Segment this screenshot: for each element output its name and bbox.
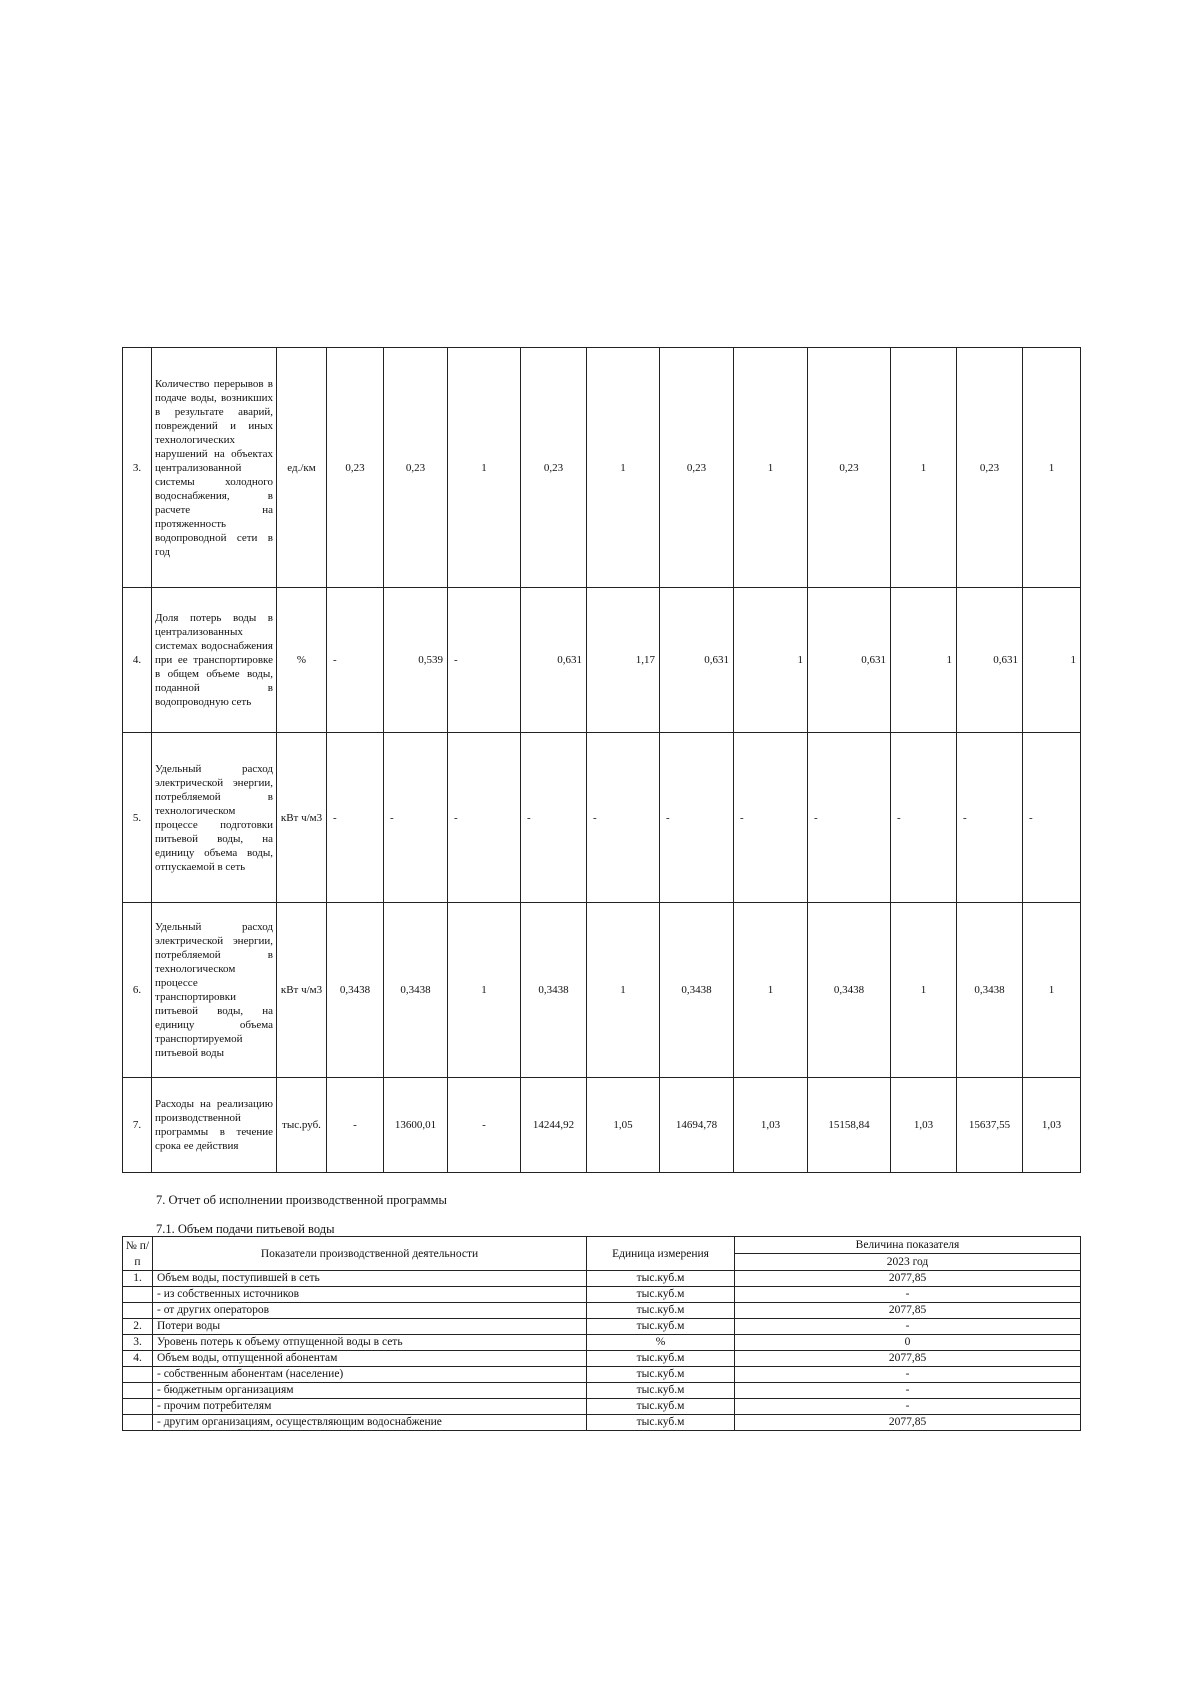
row-value: 0,23: [957, 348, 1023, 588]
row-unit: тыс.куб.м: [587, 1271, 735, 1287]
row-unit: кВт ч/м3: [277, 903, 327, 1078]
section-subtitle: 7.1. Объем подачи питьевой воды: [156, 1222, 335, 1236]
table-row: [123, 733, 1081, 903]
row-indicator: Потери воды: [153, 1319, 587, 1335]
row-value: 1: [891, 588, 957, 733]
row-value: 0,3438: [957, 903, 1023, 1078]
row-value: 1,05: [587, 1078, 660, 1173]
row-unit: %: [587, 1335, 735, 1351]
row-description: Количество перерывов в подаче воды, возникших в результате аварий, повреждений и иных технологических нарушений на объектах централизованной системы холодного водоснабжения, в расчете на протяженность водопроводной сети в год: [152, 348, 277, 588]
row-value: 0: [735, 1335, 1081, 1351]
row-value: 1,03: [891, 1078, 957, 1173]
row-value: 2077,85: [735, 1415, 1081, 1431]
row-value: 0,23: [660, 348, 734, 588]
table-row: [123, 588, 1081, 733]
row-indicator: - бюджетным организациям: [153, 1383, 587, 1399]
row-indicator: - другим организациям, осуществляющим водоснабжение: [153, 1415, 587, 1431]
row-number: [123, 1415, 153, 1431]
table-row: [123, 1415, 1081, 1431]
table-row: [123, 1303, 1081, 1319]
row-value: 1: [734, 903, 808, 1078]
row-value: -: [384, 733, 448, 903]
row-value: -: [735, 1399, 1081, 1415]
row-indicator: - от других операторов: [153, 1303, 587, 1319]
header-indicator: Показатели производственной деятельности: [153, 1237, 587, 1271]
table-row: [123, 348, 1081, 588]
header-no: № п/п: [123, 1237, 153, 1271]
row-unit: тыс.руб.: [277, 1078, 327, 1173]
header-year: 2023 год: [735, 1254, 1081, 1271]
row-number: [123, 1303, 153, 1319]
row-indicator: Объем воды, отпущенной абонентам: [153, 1351, 587, 1367]
row-indicator: Объем воды, поступившей в сеть: [153, 1271, 587, 1287]
row-number: 2.: [123, 1319, 153, 1335]
row-value: 14694,78: [660, 1078, 734, 1173]
row-number: 4.: [123, 1351, 153, 1367]
row-value: 0,631: [660, 588, 734, 733]
row-value: -: [327, 733, 384, 903]
row-value: -: [891, 733, 957, 903]
row-value: 2077,85: [735, 1351, 1081, 1367]
row-value: -: [808, 733, 891, 903]
row-value: 1: [448, 903, 521, 1078]
row-value: 0,23: [384, 348, 448, 588]
row-description: Доля потерь воды в централизованных системах водоснабжения при ее транспортировке в общем объеме воды, поданной в водопроводную сеть: [152, 588, 277, 733]
table-row: [123, 1351, 1081, 1367]
row-indicator: - из собственных источников: [153, 1287, 587, 1303]
row-number: [123, 1287, 153, 1303]
row-unit: тыс.куб.м: [587, 1351, 735, 1367]
row-value: 0,631: [808, 588, 891, 733]
header-unit: Единица измерения: [587, 1237, 735, 1271]
row-value: 13600,01: [384, 1078, 448, 1173]
row-value: 0,3438: [327, 903, 384, 1078]
row-value: 0,539: [384, 588, 448, 733]
row-number: [123, 1399, 153, 1415]
row-unit: тыс.куб.м: [587, 1319, 735, 1335]
row-value: -: [660, 733, 734, 903]
row-unit: тыс.куб.м: [587, 1415, 735, 1431]
row-value: 15637,55: [957, 1078, 1023, 1173]
row-value: 0,3438: [808, 903, 891, 1078]
row-value: 1,03: [734, 1078, 808, 1173]
row-number: 1.: [123, 1271, 153, 1287]
row-unit: тыс.куб.м: [587, 1383, 735, 1399]
row-description: Удельный расход электрической энергии, потребляемой в технологическом процессе транспортировки питьевой воды, на единицу объема транспортируемой питьевой воды: [152, 903, 277, 1078]
table-row: [123, 1399, 1081, 1415]
table-row: [123, 1271, 1081, 1287]
row-value: 1: [1023, 348, 1081, 588]
row-value: 2077,85: [735, 1303, 1081, 1319]
row-value: 0,3438: [521, 903, 587, 1078]
row-unit: тыс.куб.м: [587, 1303, 735, 1319]
row-value: 1: [1023, 903, 1081, 1078]
row-value: 1: [587, 903, 660, 1078]
row-number: 5.: [123, 733, 152, 903]
row-value: 0,3438: [660, 903, 734, 1078]
row-unit: ед./км: [277, 348, 327, 588]
row-value: -: [327, 588, 384, 733]
table-row: [123, 903, 1081, 1078]
row-number: 6.: [123, 903, 152, 1078]
row-value: 1: [891, 348, 957, 588]
row-value: 0,3438: [384, 903, 448, 1078]
row-value: -: [448, 588, 521, 733]
table-row: [123, 1319, 1081, 1335]
row-value: 0,631: [521, 588, 587, 733]
row-value: -: [448, 1078, 521, 1173]
row-value: 1: [734, 348, 808, 588]
row-description: Расходы на реализацию производственной программы в течение срока ее действия: [152, 1078, 277, 1173]
row-value: 14244,92: [521, 1078, 587, 1173]
row-value: -: [587, 733, 660, 903]
row-unit: кВт ч/м3: [277, 733, 327, 903]
row-number: 3.: [123, 348, 152, 588]
header-value: Величина показателя: [735, 1237, 1081, 1254]
row-number: 4.: [123, 588, 152, 733]
table-row: [123, 1383, 1081, 1399]
row-value: 15158,84: [808, 1078, 891, 1173]
row-number: [123, 1367, 153, 1383]
row-value: 1,17: [587, 588, 660, 733]
table-row: [123, 1078, 1081, 1173]
row-value: 0,631: [957, 588, 1023, 733]
row-value: 1,03: [1023, 1078, 1081, 1173]
row-value: -: [735, 1319, 1081, 1335]
row-value: -: [1023, 733, 1081, 903]
row-value: -: [957, 733, 1023, 903]
row-unit: тыс.куб.м: [587, 1367, 735, 1383]
row-value: 0,23: [521, 348, 587, 588]
row-value: -: [735, 1367, 1081, 1383]
table-row: [123, 1335, 1081, 1351]
row-indicator: - собственным абонентам (население): [153, 1367, 587, 1383]
row-value: -: [735, 1287, 1081, 1303]
table-row: [123, 1367, 1081, 1383]
table-header-row: [123, 1237, 1081, 1254]
row-value: 2077,85: [735, 1271, 1081, 1287]
row-value: 1: [1023, 588, 1081, 733]
row-value: -: [327, 1078, 384, 1173]
row-value: -: [521, 733, 587, 903]
row-value: -: [734, 733, 808, 903]
indicators-table: [122, 347, 1081, 1173]
section-title: 7. Отчет об исполнении производственной программы: [156, 1193, 447, 1207]
row-unit: тыс.куб.м: [587, 1287, 735, 1303]
row-value: -: [735, 1383, 1081, 1399]
row-indicator: - прочим потребителям: [153, 1399, 587, 1415]
table-row: [123, 1287, 1081, 1303]
row-unit: %: [277, 588, 327, 733]
row-value: 0,23: [327, 348, 384, 588]
row-unit: тыс.куб.м: [587, 1399, 735, 1415]
row-value: 0,23: [808, 348, 891, 588]
row-value: 1: [734, 588, 808, 733]
water-supply-table: [122, 1236, 1081, 1431]
row-number: [123, 1383, 153, 1399]
row-value: -: [448, 733, 521, 903]
row-number: 3.: [123, 1335, 153, 1351]
row-value: 1: [448, 348, 521, 588]
row-indicator: Уровень потерь к объему отпущенной воды в сеть: [153, 1335, 587, 1351]
row-description: Удельный расход электрической энергии, потребляемой в технологическом процессе подготовки питьевой воды, на единицу объема воды, отпускаемой в сеть: [152, 733, 277, 903]
row-number: 7.: [123, 1078, 152, 1173]
row-value: 1: [891, 903, 957, 1078]
row-value: 1: [587, 348, 660, 588]
